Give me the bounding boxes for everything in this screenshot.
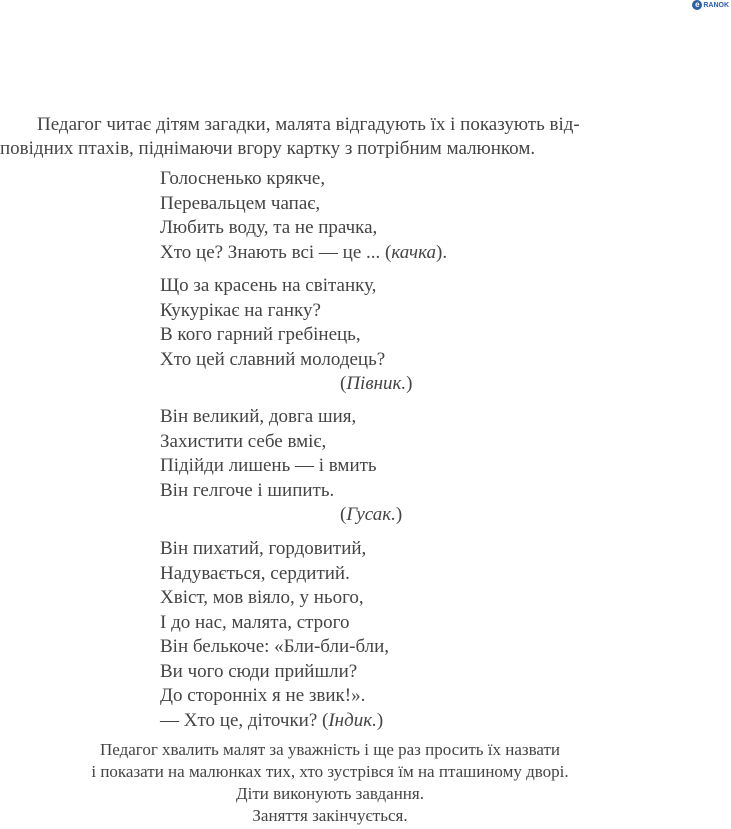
answer-word: Гусак. <box>346 504 396 525</box>
poem-line: Надувається, сердитий. <box>160 562 350 584</box>
intro-line-2: повідних птахів, піднімаючи вгору картку з потрібним малюнком. <box>0 138 536 159</box>
poem-answer-line <box>160 709 640 734</box>
answer-close: ) <box>406 373 413 394</box>
poem-answer-line <box>160 503 640 528</box>
answer-suffix: ). <box>436 241 448 263</box>
logo-e-icon: e <box>692 0 702 10</box>
poem-line: Він великий, довга шия, <box>160 406 357 427</box>
poem-line: Хвіст, мов віяло, у нього, <box>160 587 364 608</box>
riddle-duck <box>160 167 640 265</box>
outro-line: Діти виконують завдання. <box>236 784 424 803</box>
answer-prefix: Хто це? Знають всі — це ... ( <box>160 241 392 263</box>
riddle-gander <box>160 405 640 528</box>
poem-line: Він пихатий, гордовитий, <box>160 538 367 559</box>
publisher-logo <box>692 0 729 10</box>
poem-line: В кого гарний гребінець, <box>160 324 361 345</box>
riddle-rooster <box>160 274 640 397</box>
poem-line: Підійди лишень — і вмить <box>160 455 377 476</box>
poem-line: Захистити себе вміє, <box>160 430 327 452</box>
poem-line: Він гелгоче і шипить. <box>160 479 335 501</box>
poem-line: Кукурікає на ганку? <box>160 299 321 321</box>
outro-line: Заняття закінчується. <box>252 806 408 825</box>
poem-line: Перевальцем чапає, <box>160 192 321 214</box>
answer-open: ( <box>340 373 347 394</box>
closing-paragraph <box>0 739 660 827</box>
riddle-turkey <box>160 537 640 733</box>
intro-line-1: Педагог читає дітям загадки, малята відгадують їх і показують від- <box>37 114 580 135</box>
answer-open: ( <box>340 504 347 525</box>
poem-line: Хто цей славний молодець? <box>160 348 386 370</box>
poem-line: До сторонніх я не звик!». <box>160 685 366 706</box>
intro-paragraph <box>0 113 731 161</box>
answer-word: Індик. <box>328 709 377 731</box>
logo-text: RANOK <box>703 1 729 9</box>
answer-close: ) <box>395 504 403 525</box>
poem-line: Ви чого сюди прийшли? <box>160 660 358 682</box>
answer-suffix: ) <box>376 709 384 731</box>
answer-word: качка <box>391 241 436 263</box>
poem-answer-line <box>160 372 640 397</box>
poem-line: І до нас, малята, строго <box>160 611 350 633</box>
poem-answer-line <box>160 241 640 266</box>
poem-line: Він белькоче: «Бли-бли-бли, <box>160 636 390 657</box>
outro-line: і показати на малюнках тих, хто зустрівся їм на пташиному дворі. <box>91 762 569 781</box>
answer-word: Півник. <box>346 373 407 394</box>
poem-line: Що за красень на світанку, <box>160 275 377 296</box>
outro-line: Педагог хвалить малят за уважність і ще раз просить їх назвати <box>99 740 561 759</box>
answer-prefix: — Хто це, діточки? ( <box>160 709 329 731</box>
poem-line: Любить воду, та не прачка, <box>160 217 378 238</box>
poem-line: Голосненько крякче, <box>160 168 326 189</box>
